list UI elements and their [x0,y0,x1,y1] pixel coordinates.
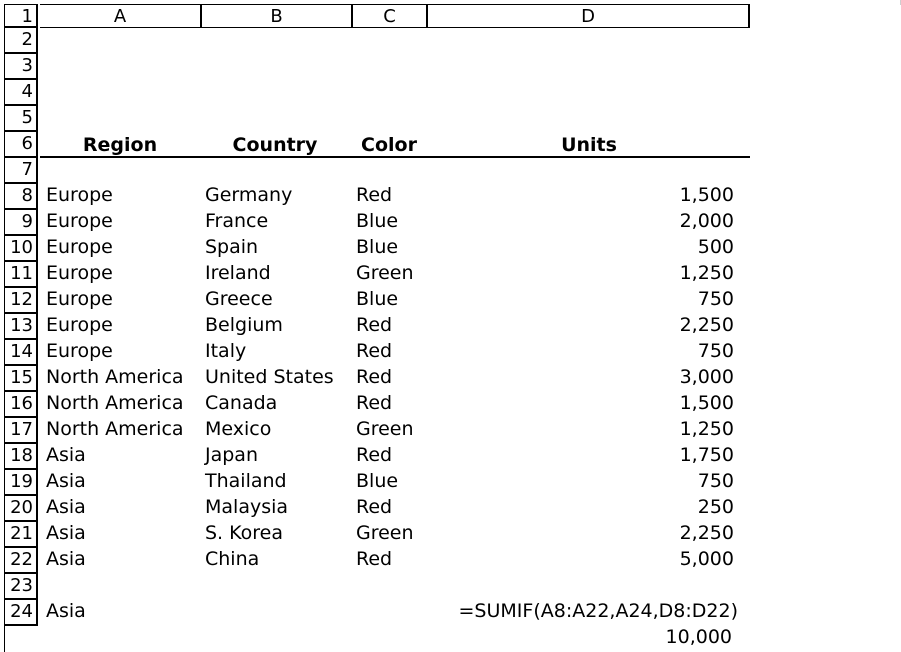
region-cell[interactable]: Asia [46,522,86,544]
header-region: Region [82,134,158,156]
row-number[interactable]: 8 [4,184,38,210]
color-cell[interactable]: Green [356,418,414,440]
row-number[interactable]: 19 [4,470,38,496]
row-number[interactable]: 6 [4,132,38,158]
row-number[interactable]: 12 [4,288,38,314]
formula-result: 10,000 [665,626,732,648]
row-number[interactable]: 13 [4,314,38,340]
color-cell[interactable]: Red [356,392,393,414]
row-number[interactable]: 18 [4,444,38,470]
region-cell[interactable]: Europe [46,314,113,336]
units-cell[interactable]: 1,750 [679,444,734,466]
row-number[interactable]: 10 [4,236,38,262]
color-cell[interactable]: Blue [356,210,399,232]
country-cell[interactable]: Malaysia [205,496,289,518]
country-cell[interactable]: Ireland [205,262,271,284]
color-cell[interactable]: Green [356,522,414,544]
color-cell[interactable]: Green [356,262,414,284]
row-number[interactable]: 1 [4,4,38,28]
row-number[interactable]: 15 [4,366,38,392]
region-cell[interactable]: Asia [46,470,86,492]
country-cell[interactable]: United States [205,366,334,388]
units-cell[interactable]: 2,000 [679,210,734,232]
row-number[interactable]: 22 [4,548,38,574]
region-cell[interactable]: Europe [46,340,113,362]
row-number[interactable]: 5 [4,106,38,132]
units-cell[interactable]: 1,500 [679,392,734,414]
units-cell[interactable]: 750 [697,340,734,362]
header-underline [40,156,750,158]
country-cell[interactable]: Japan [205,444,258,466]
column-header-d[interactable]: D [428,4,750,28]
country-cell[interactable]: China [205,548,260,570]
row-number[interactable]: 2 [4,28,38,54]
region-cell[interactable]: Europe [46,210,113,232]
row-number[interactable]: 20 [4,496,38,522]
country-cell[interactable]: Greece [205,288,273,310]
units-cell[interactable]: 2,250 [679,522,734,544]
country-cell[interactable]: S. Korea [205,522,284,544]
column-header-b[interactable]: B [202,4,353,28]
country-cell[interactable]: Belgium [205,314,283,336]
country-cell[interactable]: France [205,210,269,232]
country-cell[interactable]: Thailand [205,470,287,492]
row-number[interactable]: 16 [4,392,38,418]
row-number[interactable]: 14 [4,340,38,366]
header-country: Country [232,134,318,156]
color-cell[interactable]: Blue [356,288,399,310]
units-cell[interactable]: 3,000 [679,366,734,388]
row-number[interactable]: 7 [4,158,38,184]
region-cell[interactable]: Europe [46,288,113,310]
color-cell[interactable]: Red [356,340,393,362]
region-cell[interactable]: Asia [46,496,86,518]
country-cell[interactable]: Germany [205,184,293,206]
units-cell[interactable]: 500 [697,236,734,258]
row-number[interactable]: 24 [4,600,38,626]
units-cell[interactable]: 250 [697,496,734,518]
units-cell[interactable]: 1,250 [679,262,734,284]
row-number[interactable]: 21 [4,522,38,548]
row-number[interactable]: 4 [4,80,38,106]
country-cell[interactable]: Italy [205,340,247,362]
header-units: Units [561,134,617,156]
country-cell[interactable]: Mexico [205,418,272,440]
row-number[interactable]: 3 [4,54,38,80]
color-cell[interactable]: Red [356,184,393,206]
formula-text-cell[interactable]: =SUMIF(A8:A22,A24,D8:D22) [458,600,738,622]
color-cell[interactable]: Blue [356,470,399,492]
color-cell[interactable]: Blue [356,236,399,258]
region-cell[interactable]: Europe [46,236,113,258]
region-cell[interactable]: Europe [46,184,113,206]
row-number[interactable]: 11 [4,262,38,288]
column-header-a[interactable]: A [40,4,202,28]
row-number[interactable]: 23 [4,574,38,600]
color-cell[interactable]: Red [356,496,393,518]
units-cell[interactable]: 1,250 [679,418,734,440]
units-cell[interactable]: 750 [697,470,734,492]
color-cell[interactable]: Red [356,444,393,466]
region-cell[interactable]: Asia [46,548,86,570]
header-color: Color [361,134,417,156]
criteria-region-cell[interactable]: Asia [46,600,86,622]
country-cell[interactable]: Spain [205,236,259,258]
row-number[interactable]: 9 [4,210,38,236]
region-cell[interactable]: North America [46,392,184,414]
color-cell[interactable]: Red [356,366,393,388]
column-header-c[interactable]: C [353,4,428,28]
units-cell[interactable]: 750 [697,288,734,310]
units-cell[interactable]: 1,500 [679,184,734,206]
region-cell[interactable]: North America [46,366,184,388]
color-cell[interactable]: Red [356,314,393,336]
row-number[interactable]: 17 [4,418,38,444]
color-cell[interactable]: Red [356,548,393,570]
units-cell[interactable]: 2,250 [679,314,734,336]
country-cell[interactable]: Canada [205,392,278,414]
region-cell[interactable]: Asia [46,444,86,466]
units-cell[interactable]: 5,000 [679,548,734,570]
region-cell[interactable]: North America [46,418,184,440]
region-cell[interactable]: Europe [46,262,113,284]
